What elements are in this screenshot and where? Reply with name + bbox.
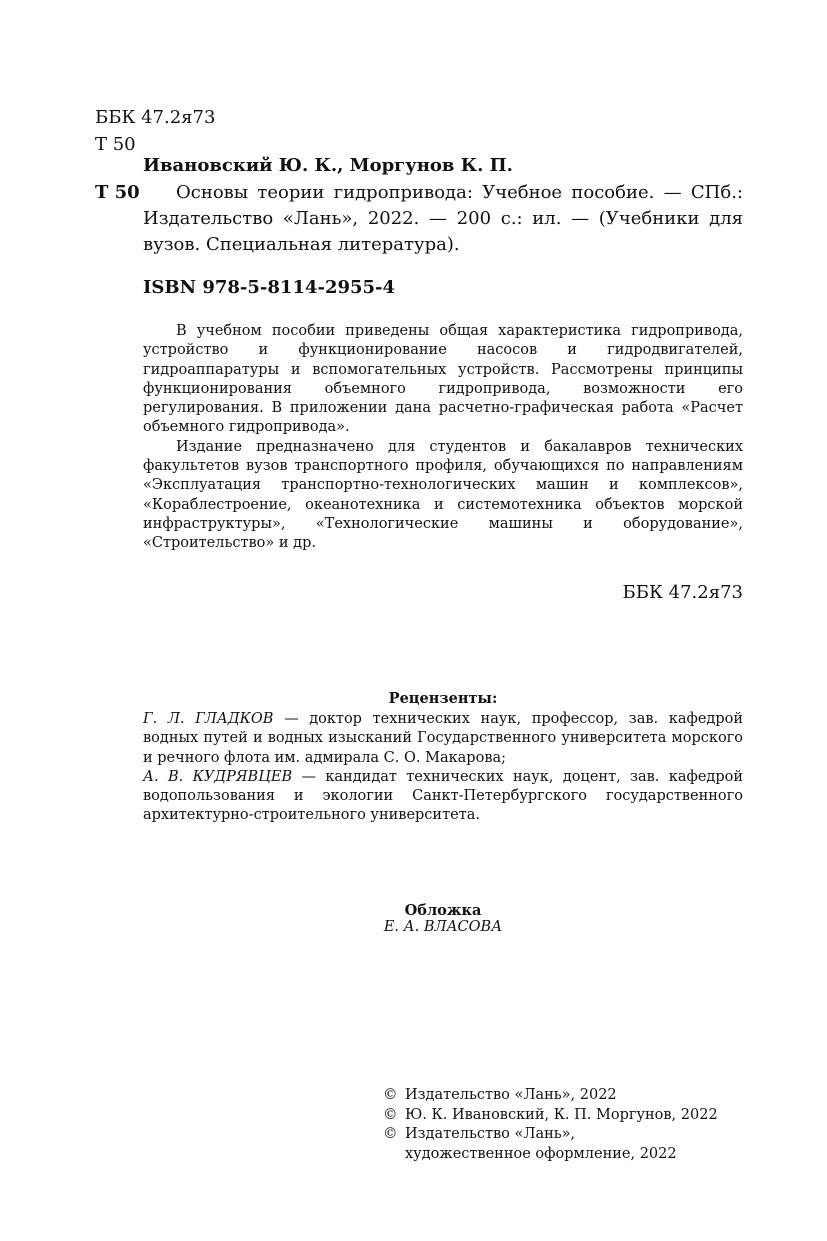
copyright-text: Ю. К. Ивановский, К. П. Моргунов, 2022: [405, 1106, 718, 1123]
reviewers-title: Рецензенты:: [388, 690, 498, 707]
reviewer-entry: [143, 710, 743, 768]
annotation-paragraph: В учебном пособии приведены общая характеристика гидропривода, устройство и функционирование насосов и гидродвигателей, гидроаппаратуры и вспомогательных устройств. Рассмотрены принципы функционирования объемного гидропривода, возможности его регулирования. В приложении дана расчетно-графическая работа «Расчет объемного гидропривода».: [143, 323, 743, 436]
bibliographic-description: [143, 180, 743, 258]
reviewer-name: А. В. КУДРЯВЦЕВ: [143, 768, 293, 785]
copyright-icon: ©: [383, 1126, 398, 1142]
reviewer-details: — доктор технических наук, профессор, зав. кафедрой водных путей и водных изысканий Государственного университета морского и речного флота им. адмирала С. О. Макарова;: [143, 711, 743, 766]
author-mark-top: Т 50: [95, 134, 136, 155]
annotation: [143, 322, 743, 554]
copyright-block: [383, 1086, 718, 1164]
copyright-text: Издательство «Лань»,: [405, 1126, 576, 1142]
copyright-icon: ©: [383, 1106, 398, 1123]
bbk-code-top: ББК 47.2я73: [95, 107, 216, 128]
bbk-index-top: [95, 104, 215, 158]
reviewer-entry: [143, 768, 743, 826]
reviewers-list: [143, 710, 743, 826]
author-mark-bold: Т 50: [95, 182, 140, 203]
cover-title: Обложка: [404, 902, 482, 919]
copyright-line: [383, 1106, 718, 1126]
copyright-text: Издательство «Лань», 2022: [405, 1087, 617, 1103]
copyright-icon: ©: [383, 1087, 398, 1103]
copyright-text: художественное оформление, 2022: [405, 1145, 677, 1162]
isbn: ISBN 978-5-8114-2955-4: [143, 277, 396, 298]
reviewer-details: — кандидат технических наук, доцент, зав. кафедрой водопользования и экологии Санкт-Петербургского государственного архитектурно-строительного университета.: [143, 768, 744, 824]
copyright-line: [383, 1125, 718, 1145]
cover-designer: Е. А. ВЛАСОВА: [383, 919, 503, 935]
reviewer-name: Г. Л. ГЛАДКОВ: [143, 711, 274, 727]
copyright-line: [383, 1086, 718, 1106]
copyright-spacer: [383, 1145, 405, 1165]
bbk-code-bottom: ББК 47.2я73: [622, 582, 743, 603]
annotation-paragraph: Издание предназначено для студентов и бакалавров технических факультетов вузов транспортного профиля, обучающихся по направлениям «Эксплуатация транспортно-технологических машин и комплексов», «Кораблестроение, океанотехника и системотехника объектов морской инфраструктуры», «Технологические машины и оборудование», «Строительство» и др.: [143, 438, 743, 552]
book-authors: Ивановский Ю. К., Моргунов К. П.: [143, 155, 513, 176]
description-text: Основы теории гидропривода: Учебное пособие. — СПб.: Издательство «Лань», 2022. — 200 с.: ил. — (Учебники для вузов. Специальная литература).: [143, 182, 743, 255]
copyright-line: [383, 1145, 718, 1165]
